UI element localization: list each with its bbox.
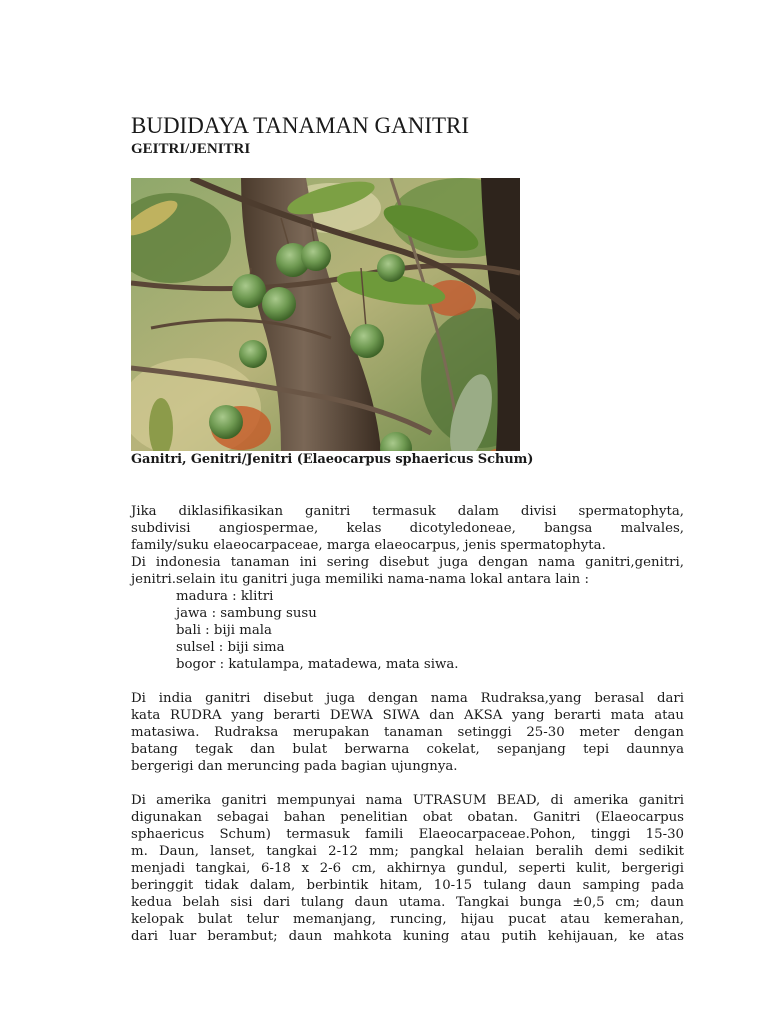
- text-line: dari luar berambut; daun mahkota kuning atau putih kehijauan, ke atas: [131, 929, 684, 944]
- photo-caption: Ganitri, Genitri/Jenitri (Elaeocarpus sphaericus Schum): [131, 452, 534, 467]
- text-line: Jika diklasifikasikan ganitri termasuk dalam divisi spermatophyta,: [131, 504, 684, 519]
- local-names-list: [131, 588, 684, 673]
- list-item: sulsel : biji sima: [176, 640, 285, 655]
- text-line: jenitri.selain itu ganitri juga memiliki nama-nama lokal antara lain :: [131, 572, 589, 587]
- text-line: matasiwa. Rudraksa merupakan tanaman setinggi 25-30 meter dengan: [131, 725, 684, 740]
- text-line: bergerigi dan meruncing pada bagian ujungnya.: [131, 759, 458, 774]
- text-line: m. Daun, lanset, tangkai 2-12 mm; pangkal helaian beralih demi sedikit: [131, 844, 684, 859]
- paragraph-classification: [131, 503, 684, 588]
- text-line: subdivisi angiospermae, kelas dicotyledoneae, bangsa malvales,: [131, 521, 684, 536]
- text-line: kedua belah sisi dari tulang daun utama. Tangkai bunga ±0,5 cm; daun: [131, 895, 684, 910]
- text-line: beringgit tidak dalam, berbintik hitam, 10-15 tulang daun samping pada: [131, 878, 684, 893]
- text-line: family/suku elaeocarpaceae, marga elaeocarpus, jenis spermatophyta.: [131, 538, 606, 553]
- paragraph-india: [131, 690, 684, 775]
- text-line: Di india ganitri disebut juga dengan nama Rudraksa,yang berasal dari: [131, 691, 684, 706]
- text-line: kata RUDRA yang berarti DEWA SIWA dan AKSA yang berarti mata atau: [131, 708, 684, 723]
- list-item: madura : klitri: [176, 589, 274, 604]
- paragraph-gap: [131, 673, 684, 690]
- text-line: Di amerika ganitri mempunyai nama UTRASUM BEAD, di amerika ganitri: [131, 793, 684, 808]
- paragraph-gap: [131, 775, 684, 792]
- text-line: batang tegak dan bulat berwarna cokelat, sepanjang tepi daunnya: [131, 742, 684, 757]
- document-title: BUDIDAYA TANAMAN GANITRI: [131, 113, 470, 138]
- text-line: kelopak bulat telur memanjang, runcing, hijau pucat atau kemerahan,: [131, 912, 684, 927]
- text-line: digunakan sebagai bahan penelitian obat obatan. Ganitri (Elaeocarpus: [131, 810, 684, 825]
- paragraph-america: [131, 792, 684, 945]
- ganitri-tree-photo-art: [131, 178, 520, 451]
- ganitri-tree-photo: [131, 178, 520, 451]
- text-line: Di indonesia tanaman ini sering disebut juga dengan nama ganitri,genitri,: [131, 555, 684, 570]
- document-subtitle: GEITRI/JENITRI: [131, 141, 251, 157]
- text-line: sphaericus Schum) termasuk famili Elaeocarpaceae.Pohon, tinggi 15-30: [131, 827, 684, 842]
- document-body: [131, 503, 684, 945]
- list-item: bali : biji mala: [176, 623, 272, 638]
- list-item: jawa : sambung susu: [176, 606, 317, 621]
- list-item: bogor : katulampa, matadewa, mata siwa.: [176, 657, 459, 672]
- text-line: menjadi tangkai, 6-18 x 2-6 cm, akhirnya gundul, seperti kulit, bergerigi: [131, 861, 684, 876]
